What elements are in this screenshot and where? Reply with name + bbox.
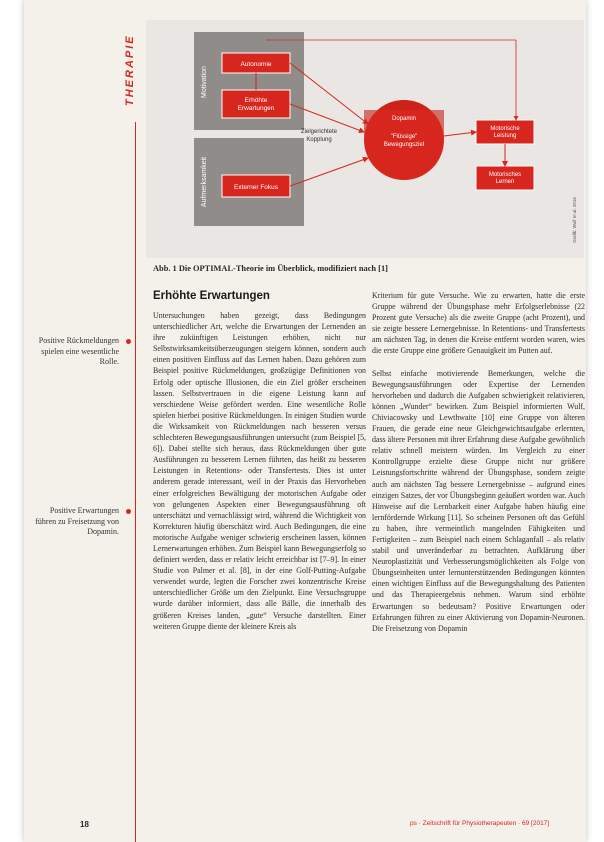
dopamine-label: Dopamin <box>391 116 417 122</box>
circle-label: "Flüssige" Bewegungsziel <box>383 134 425 148</box>
article-title: Erhöhte Erwartungen <box>153 290 270 302</box>
external-focus-label: Externer Fokus <box>233 184 279 191</box>
paragraph: Kriterium für gute Versuche. Wie zu erwarten, hatte die erste Gruppe während der Übungsphase mehr Erfolgserlebnisse (22 Prozent gute Versuche) als die zweite Gruppe (acht Prozent), und sie zeigte bessere Lernergebnisse. In Retentions- und Transfertests am nächsten Tag, in denen die Kreise entfernt worden waren, wies die erste Gruppe eine größere Genauigkeit im Putten auf. <box>372 291 585 356</box>
expectations-box <box>222 90 290 118</box>
motor-performance-label: Motorische Leistung <box>490 126 520 139</box>
footer-journal: ps · Zeitschrift für Physiotherapeuten · 69 [2017] <box>410 820 550 827</box>
margin-note <box>34 506 119 538</box>
bullet-dot-icon <box>126 339 131 344</box>
page-number: 18 <box>80 820 89 829</box>
margin-note-text: Positive Erwartungen führen zu Freisetzung von Dopamin. <box>35 506 119 536</box>
side-label-attention: Aufmerksamkeit <box>201 156 208 208</box>
figure-diagram <box>146 20 584 258</box>
paragraph: Untersuchungen haben gezeigt, dass Bedingungen unterschiedlicher Art, welche die Erwartungen der Lernenden an ihre zukünftigen Leistungen erhöhen, nicht nur Selbstwirksamkeitsüberzeugungen steigern können, sondern auch einen positiven Einfluss auf das Lernen haben. Dazu gehören zum Beispiel positive Rückmeldungen, großzügige Definitionen von Erfolg oder optische Illusionen, die ein Ziel größer erscheinen lassen. Selbstvertrauen in die eigene Leistung kann auf verschiedene Weise gefördert werden. Eine wesentliche Rolle spielen hierbei positive Rückmeldungen. In einigen Studien wurde die Wirksamkeit von Rückmeldungen nach besseren versus schlechteren Bewegungsausführungen untersucht (zum Beispiel [5, 6]). Dabei stellte sich heraus, dass Rückmeldungen über gute Ausführungen zu besserem Lernen führten, das heißt zu besseren Leistungen in Retentions- oder Transfertests. Dies ist unter anderem gerade interessant, weil in der Praxis das Hervorheben einer erfolgreichen Bewältigung der motorischen Aufgabe oder von gelungenen Aspekten einer Bewegungsausführung oft unterschätzt und vernachlässigt wird, während die Wichtigkeit von Korrekturen häufig überschätzt wird. Auch Bedingungen, die eine motorische Aufgabe weniger schwierig erscheinen lassen, können Lernerwartungen erhöhen. Zum Beispiel kann Bewegungserfolg so definiert werden, dass er relativ leicht erreichbar ist [7–9]. In einer Studie von Palmer et al. [8], in der eine Golf-Putting-Aufgabe verwendet wurde, legten die Forscher zwei konzentrische Kreise unterschiedlicher Größe um den Zielpunkt. Eine Versuchsgruppe wurde darüber informiert, dass alle Bälle, die innerhalb des größeren Kreises landen, „gute“ Versuche darstellten. Einer weiteren Gruppe diente der kleinere Kreis als <box>153 311 366 631</box>
motor-learning-label: Motorisches Lernen <box>488 172 522 185</box>
autonomy-label: Autonomie <box>240 61 272 68</box>
motor-learning-box <box>476 166 534 190</box>
margin-note <box>34 336 119 368</box>
text-column-right <box>372 290 585 645</box>
expectations-label: Erhöhte Erwartungen <box>237 97 275 112</box>
bullet-dot-icon <box>126 509 131 514</box>
figure-credit: Grafik: Wulf et al. 2016 <box>572 197 577 243</box>
section-label: THERAPIE <box>124 34 136 106</box>
paragraph: Selbst einfache motivierende Bemerkungen, welche die Bewegungsausführungen oder Expertise der Lernenden hervorheben und dadurch die Aufgaben schwierigkeit relativieren, können „Wunder“ bewirken. Zum Beispiel informierten Wulf, Chiviacowsky und Lewthwaite [10] eine Gruppe von älteren Frauen, die gerade eine neue Gleichgewichtsaufgabe erlernten, dass ältere Personen mit ihrer Erfahrung diese Aufgabe gewöhnlich relativ schnell meistern würden. Im Vergleich zu einer Kontrollgruppe erzielte diese Gruppe nicht nur größere Leistungsfortschritte während der Übungsphase, sondern zeigte auch am nächsten Tag bessere Lernergebnisse – aufgrund eines einzigen Satzes, der vor Übungsbeginn geäußert worden war. Auch Hinweise auf die Lernbarkeit einer Aufgabe haben häufig eine lernfördernde Wirkung [11]. So scheinen Personen oft das Gefühl zu haben, ihre vermeintlich mangelnden Fähigkeiten und Fertigkeiten – zum Beispiel nach einem Schlaganfall – als relativ stabil und unveränderbar zu betrachten. Aufklärung über Neuroplastizität und Verbesserungsmöglichkeiten als Folge von Übungseinheiten unter lernunterstützenden Bedingungen könnten einen wichtigen Einfluss auf die Bewegungshaltung des Patienten und das Therapieergebnis nehmen. Warum sind erhöhte Erwartungen so bedeutsam? Positive Erwartungen oder Erfahrungen führen zu einer Aktivierung von Dopamin-Neuronen. Die Freisetzung von Dopamin <box>372 368 585 633</box>
margin-note-text: Positive Rückmeldungen spielen eine wesentliche Rolle. <box>38 336 119 366</box>
goal-circle <box>364 100 444 180</box>
coupling-label: Zielgerichtete Kopplung <box>300 129 338 143</box>
figure-caption: Abb. 1 Die OPTIMAL-Theorie im Überblick, modifiziert nach [1] <box>153 264 388 273</box>
optimal-theory-figure <box>146 20 584 258</box>
section-rule <box>135 122 136 842</box>
text-column-left <box>153 310 366 643</box>
side-label-motivation: Motivation <box>201 66 208 98</box>
arrow-performance <box>444 132 476 136</box>
motor-performance-box <box>476 120 534 144</box>
